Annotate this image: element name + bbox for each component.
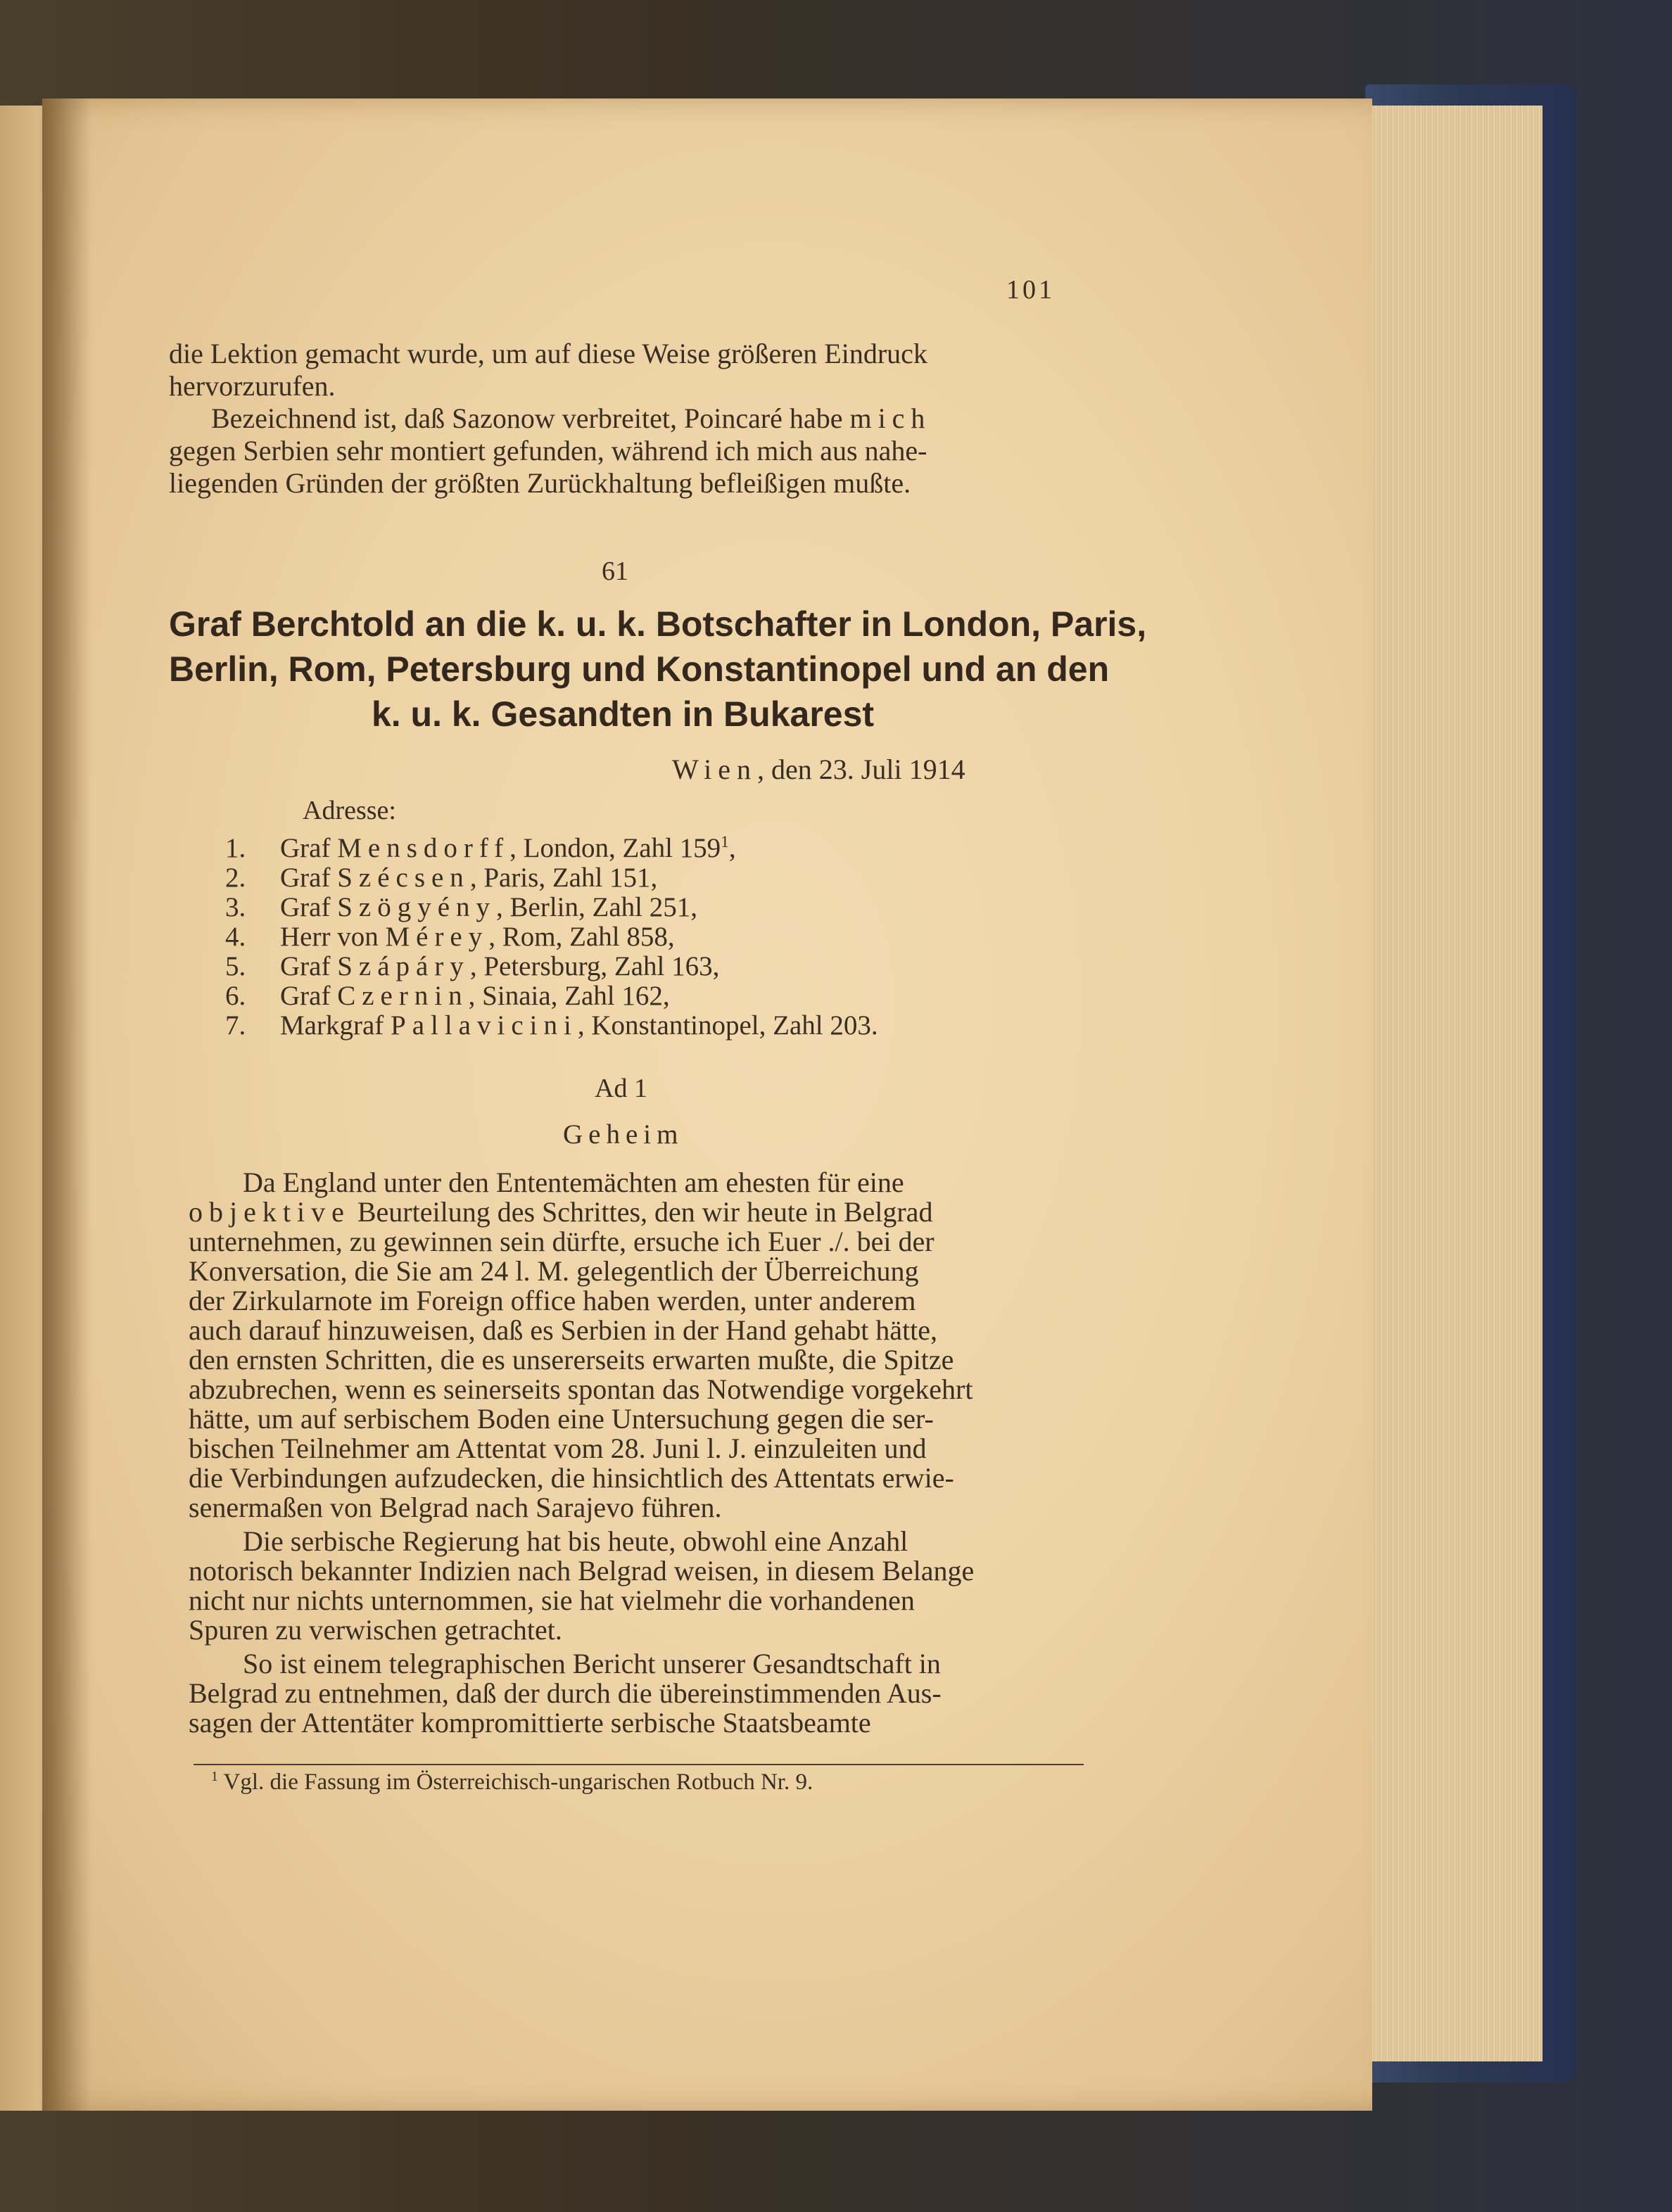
footnote: $^1$ Vgl. die Fassung im Österreichisch-ungarischen Rotbuch Nr. 9.	[211, 1769, 813, 1795]
body-line: Da England unter den Ententemächten am ehesten für eine	[243, 1167, 904, 1198]
footnote-divider	[194, 1764, 1084, 1765]
paragraph-line: gegen Serbien sehr montiert gefunden, während ich mich aus nahe-	[169, 435, 927, 466]
body-line: senermaßen von Belgrad nach Sarajevo führen.	[189, 1492, 722, 1523]
date-place: Wien	[672, 754, 758, 785]
addressee-item: 5. Graf Szápáry, Petersburg, Zahl 163,	[225, 951, 720, 981]
body-line: den ernsten Schritten, die es unsererseits erwarten mußte, die Spitze	[189, 1344, 954, 1375]
date-rest: , den 23. Juli 1914	[757, 754, 965, 785]
body-line: hätte, um auf serbischem Boden eine Untersuchung gegen die ser-	[189, 1403, 934, 1435]
continuation-line: die Lektion gemacht wurde, um auf diese Weise größeren Eindruck	[169, 338, 927, 369]
addressee-list	[225, 834, 878, 1041]
spaced-emphasis: objektive	[189, 1196, 350, 1228]
continuation-line: hervorzurufen.	[169, 370, 336, 402]
date-line	[672, 753, 965, 786]
document-number: 61	[602, 557, 628, 586]
page-number: 101	[1006, 275, 1055, 305]
addressee-item: 7. Markgraf Pallavicini, Konstantinopel, Zahl 203.	[225, 1010, 878, 1041]
body-line: nicht nur nichts unternommen, sie hat vielmehr die vorhandenen	[189, 1584, 915, 1616]
body-line: bischen Teilnehmer am Attentat vom 28. Juni l. J. einzuleiten und	[189, 1432, 927, 1464]
addressee-item: 2. Graf Szécsen, Paris, Zahl 151,	[225, 863, 658, 893]
body-line: Die serbische Regierung hat bis heute, obwohl eine Anzahl	[243, 1525, 908, 1557]
body-line: unternehmen, zu gewinnen sein dürfte, ersuche ich Euer ./. bei der	[189, 1226, 935, 1257]
body-line: So ist einem telegraphischen Bericht unserer Gesandtschaft in	[243, 1648, 941, 1679]
body-line: auch darauf hinzuweisen, daß es Serbien in der Hand gehabt hätte,	[189, 1314, 938, 1346]
paragraph-line: liegenden Gründen der größten Zurückhaltung befleißigen mußte.	[169, 467, 911, 499]
title-line: Graf Berchtold an die k. u. k. Botschafter in London, Paris,	[169, 604, 1147, 644]
secret-label: Geheim	[563, 1119, 684, 1150]
body-line: die Verbindungen aufzudecken, die hinsichtlich des Attentats erwie-	[189, 1462, 954, 1494]
paragraph-line: Bezeichnend ist, daß Sazonow verbreitet, Poincaré habe mich	[211, 402, 932, 434]
body-line: Belgrad zu entnehmen, daß der durch die übereinstimmenden Aus-	[189, 1677, 942, 1709]
ad-label: Ad 1	[595, 1074, 647, 1103]
addressee-item: 1. Graf Mensdorff, London, Zahl $159^1$,	[225, 833, 736, 863]
title-line: Berlin, Rom, Petersburg und Konstantinopel und an den	[169, 649, 1110, 689]
addressee-item: 3. Graf Szögyény, Berlin, Zahl 251,	[225, 892, 697, 922]
body-line: Konversation, die Sie am 24 l. M. gelegentlich der Überreichung	[189, 1255, 919, 1287]
title-line: k. u. k. Gesandten in Bukarest	[371, 694, 875, 734]
body-line: Spuren zu verwischen getrachtet.	[189, 1614, 562, 1646]
body-line: der Zirkularnote im Foreign office haben werden, unter anderem	[189, 1285, 916, 1316]
body-line: sagen der Attentäter kompromittierte serbische Staatsbeamte	[189, 1707, 871, 1739]
document-title	[169, 602, 1147, 737]
addressee-item: 4. Herr von Mérey, Rom, Zahl 858,	[225, 922, 675, 952]
spaced-emphasis: mich	[849, 402, 932, 434]
body-line: objektive Beurteilung des Schrittes, den wir heute in Belgrad	[189, 1196, 933, 1228]
gutter-shadow	[42, 98, 91, 2111]
body-line: notorisch bekannter Indizien nach Belgrad weisen, in diesem Belange	[189, 1555, 975, 1587]
body-line: abzubrechen, wenn es seinerseits spontan das Notwendige vorgekehrt	[189, 1373, 973, 1405]
footnote-mark: 1	[211, 1769, 218, 1784]
page-block-edges	[1365, 106, 1543, 2061]
addressee-item: 6. Graf Czernin, Sinaia, Zahl 162,	[225, 981, 670, 1011]
address-label: Adresse:	[303, 796, 396, 825]
